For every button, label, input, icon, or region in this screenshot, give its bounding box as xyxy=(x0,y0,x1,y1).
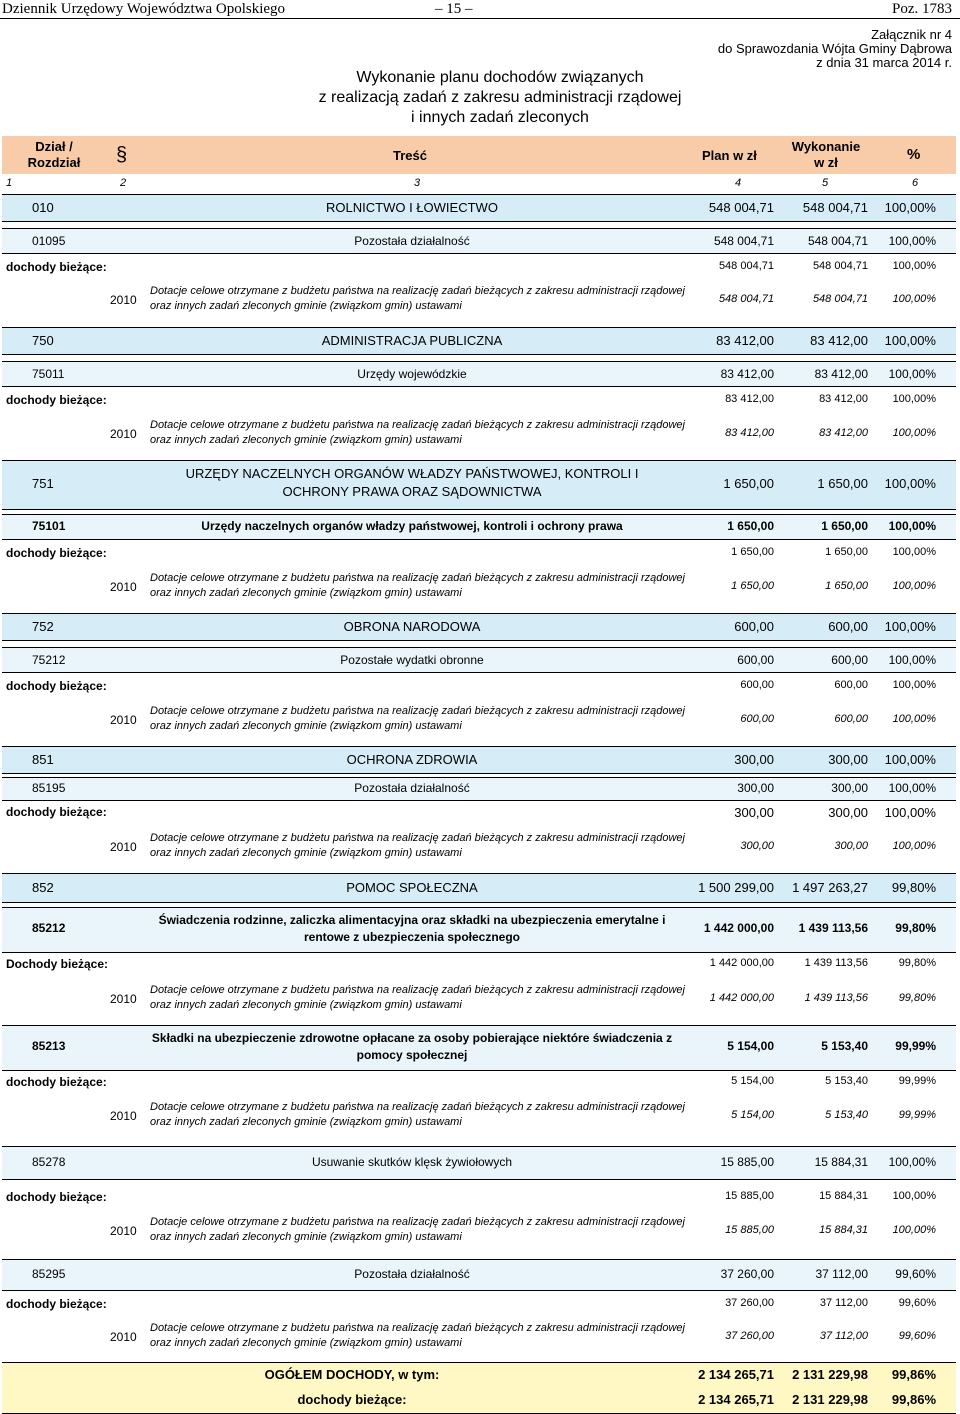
col-number: 1 xyxy=(6,177,13,189)
plan-value: 83 412,00 xyxy=(725,393,774,405)
plan-value: 83 412,00 xyxy=(716,333,774,348)
chapter-name: Pozostała działalność xyxy=(354,234,470,248)
exec-value: 83 412,00 xyxy=(819,427,868,439)
plan-value: 15 885,00 xyxy=(725,1224,774,1236)
pct-value: 99,60% xyxy=(898,1297,936,1309)
plan-value: 1 650,00 xyxy=(727,519,774,533)
exec-value: 1 650,00 xyxy=(817,476,868,491)
pct-value: 100,00% xyxy=(884,476,936,491)
paragraph-desc xyxy=(150,571,690,601)
column-numbers xyxy=(2,176,956,192)
chapter-name: Pozostała działalność xyxy=(354,1267,470,1281)
header-tresc: Treść xyxy=(393,148,427,163)
chapter-name: Pozostałe wydatki obronne xyxy=(340,653,484,667)
exec-value: 1 439 113,56 xyxy=(798,921,868,935)
exec-value: 15 884,31 xyxy=(814,1155,868,1169)
exec-value: 600,00 xyxy=(828,619,868,634)
plan-value: 1 650,00 xyxy=(731,580,774,592)
title-line: i innych zadań zleconych xyxy=(411,109,589,126)
pct-value: 100,00% xyxy=(892,1224,936,1236)
col-number: 2 xyxy=(120,177,127,189)
desc-line: Dotacje celowe otrzymane z budżetu państwa na realizację zadań bieżących z zakresu administracji rządowej xyxy=(150,1216,685,1228)
exec-value: 2 131 229,98 xyxy=(792,1392,868,1407)
exec-value: 15 884,31 xyxy=(819,1190,868,1202)
chapter-code: 85278 xyxy=(32,1155,66,1169)
desc-line: oraz innych zadań zleconych gminie (związkom gmin) ustawami xyxy=(150,1231,462,1243)
chapter-code: 75011 xyxy=(32,367,65,381)
paragraph-code: 2010 xyxy=(110,1330,137,1344)
desc-line: Dotacje celowe otrzymane z budżetu państwa na realizację zadań bieżących z zakresu administracji rządowej xyxy=(150,285,685,297)
pct-value: 99,80% xyxy=(891,880,936,895)
annex-line: do Sprawozdania Wójta Gminy Dąbrowa xyxy=(717,41,952,56)
exec-value: 5 153,40 xyxy=(821,1039,868,1053)
exec-value: 1 650,00 xyxy=(825,580,868,592)
paragraph-code: 2010 xyxy=(110,840,137,854)
paragraph-desc xyxy=(150,418,690,448)
plan-value: 600,00 xyxy=(740,679,774,691)
exec-value: 1 439 113,56 xyxy=(804,992,868,1004)
paragraph-desc xyxy=(150,704,690,734)
desc-line: Dotacje celowe otrzymane z budżetu państwa na realizację zadań bieżących z zakresu administracji rządowej xyxy=(150,984,685,996)
exec-value: 300,00 xyxy=(834,840,868,852)
current-income-label: dochody bieżące: xyxy=(6,1297,107,1311)
paragraph-desc xyxy=(150,1321,690,1351)
paragraph-desc xyxy=(150,284,690,314)
current-income-label: dochody bieżące: xyxy=(6,1075,107,1089)
chapter-name-line: Składki na ubezpieczenie zdrowotne opłacane za osoby pobierające niektóre świadczenia z xyxy=(151,1031,673,1045)
exec-value: 1 497 263,27 xyxy=(792,880,868,895)
chapter-name-line: Świadczenia rodzinne, zaliczka alimentacyjna oraz składki na ubezpieczenia emerytalne i xyxy=(158,913,666,927)
plan-value: 5 154,00 xyxy=(731,1075,774,1087)
exec-value: 83 412,00 xyxy=(814,367,868,381)
section-name xyxy=(142,465,682,501)
section-code: 010 xyxy=(32,200,54,215)
exec-value: 1 439 113,56 xyxy=(804,957,868,969)
section-code: 750 xyxy=(32,333,54,348)
plan-value: 1 650,00 xyxy=(731,546,774,558)
header-dzial-line: Rozdział xyxy=(27,155,81,170)
pct-value: 100,00% xyxy=(884,805,936,820)
desc-line: Dotacje celowe otrzymane z budżetu państwa na realizację zadań bieżących z zakresu administracji rządowej xyxy=(150,832,685,844)
desc-line: Dotacje celowe otrzymane z budżetu państwa na realizację zadań bieżących z zakresu administracji rządowej xyxy=(150,1101,685,1113)
pct-value: 100,00% xyxy=(888,653,936,667)
exec-value: 300,00 xyxy=(828,805,868,820)
pct-value: 99,60% xyxy=(895,1267,936,1281)
exec-value: 37 112,00 xyxy=(815,1267,868,1281)
chapter-code: 85213 xyxy=(32,1039,66,1053)
annex-line: z dnia 31 marca 2014 r. xyxy=(816,55,952,70)
journal-name: Dziennik Urzędowy Województwa Opolskiego xyxy=(2,1,286,17)
pct-value: 99,99% xyxy=(898,1109,936,1121)
exec-value: 2 131 229,98 xyxy=(792,1367,868,1382)
header-percent: % xyxy=(907,146,921,163)
pct-value: 99,80% xyxy=(898,957,936,969)
exec-value: 300,00 xyxy=(831,781,868,795)
chapter-name-line: pomocy społecznej xyxy=(356,1048,468,1062)
plan-value: 1 442 000,00 xyxy=(709,957,774,969)
exec-value: 600,00 xyxy=(834,679,868,691)
section-name: ADMINISTRACJA PUBLICZNA xyxy=(321,333,503,348)
header-wykonanie xyxy=(790,139,862,171)
plan-value: 37 260,00 xyxy=(725,1330,774,1342)
pct-value: 100,00% xyxy=(892,713,936,725)
page-number: – 15 – xyxy=(435,1,473,17)
plan-value: 37 260,00 xyxy=(725,1297,774,1309)
section-code: 751 xyxy=(32,476,54,491)
chapter-name: Urzędy naczelnych organów władzy państwowej, kontroli i ochrony prawa xyxy=(201,519,623,533)
plan-value: 300,00 xyxy=(737,781,774,795)
pct-value: 100,00% xyxy=(888,519,936,533)
section-code: 851 xyxy=(32,752,54,767)
pct-value: 99,80% xyxy=(898,992,936,1004)
exec-value: 548 004,71 xyxy=(812,293,868,305)
exec-value: 37 112,00 xyxy=(819,1297,868,1309)
exec-value: 600,00 xyxy=(831,653,868,667)
exec-value: 548 004,71 xyxy=(802,200,868,215)
plan-value: 2 134 265,71 xyxy=(698,1367,774,1382)
chapter-name xyxy=(142,1030,682,1064)
paragraph-code: 2010 xyxy=(110,1109,137,1123)
desc-line: oraz innych zadań zleconych gminie (związkom gmin) ustawami xyxy=(150,720,462,732)
plan-value: 15 885,00 xyxy=(720,1155,774,1169)
paragraph-desc xyxy=(150,831,690,861)
current-income-label: dochody bieżące: xyxy=(6,805,107,819)
plan-value: 1 650,00 xyxy=(723,476,774,491)
plan-value: 548 004,71 xyxy=(718,260,774,272)
pct-value: 100,00% xyxy=(892,393,936,405)
section-name-line: URZĘDY NACZELNYCH ORGANÓW WŁADZY PAŃSTWOWEJ, KONTROLI I xyxy=(185,466,639,481)
exec-value: 15 884,31 xyxy=(819,1224,868,1236)
desc-line: oraz innych zadań zleconych gminie (związkom gmin) ustawami xyxy=(150,999,462,1011)
title-line: Wykonanie planu dochodów związanych xyxy=(356,69,644,86)
desc-line: oraz innych zadań zleconych gminie (związkom gmin) ustawami xyxy=(150,300,462,312)
section-code: 852 xyxy=(32,880,54,895)
title-line: z realizacją zadań z zakresu administracji rządowej xyxy=(318,89,682,106)
col-number: 3 xyxy=(414,177,421,189)
header-paragraph: § xyxy=(116,144,128,166)
pct-value: 99,86% xyxy=(891,1367,936,1382)
pct-value: 100,00% xyxy=(888,1155,936,1169)
header-dzial xyxy=(2,139,106,171)
pct-value: 100,00% xyxy=(892,293,936,305)
annex-line: Załącznik nr 4 xyxy=(871,27,952,42)
pct-value: 100,00% xyxy=(892,546,936,558)
pct-value: 100,00% xyxy=(892,580,936,592)
pct-value: 99,99% xyxy=(895,1039,936,1053)
section-name: OBRONA NARODOWA xyxy=(343,619,481,634)
exec-value: 1 650,00 xyxy=(821,519,868,533)
chapter-name-line: rentowe z ubezpieczenia społecznego xyxy=(303,930,521,944)
table-header xyxy=(2,136,956,174)
pct-value: 100,00% xyxy=(884,752,936,767)
plan-value: 1 442 000,00 xyxy=(703,921,774,935)
exec-value: 83 412,00 xyxy=(810,333,868,348)
plan-value: 548 004,71 xyxy=(713,234,774,248)
exec-value: 83 412,00 xyxy=(819,393,868,405)
plan-value: 2 134 265,71 xyxy=(698,1392,774,1407)
desc-line: oraz innych zadań zleconych gminie (związkom gmin) ustawami xyxy=(150,1116,462,1128)
pct-value: 99,99% xyxy=(898,1075,936,1087)
paragraph-code: 2010 xyxy=(110,427,137,441)
exec-value: 5 153,40 xyxy=(825,1109,868,1121)
document-title xyxy=(250,68,750,128)
plan-value: 5 154,00 xyxy=(727,1039,774,1053)
col-number: 5 xyxy=(822,177,829,189)
section-name: ROLNICTWO I ŁOWIECTWO xyxy=(326,200,498,215)
desc-line: Dotacje celowe otrzymane z budżetu państwa na realizację zadań bieżących z zakresu administracji rządowej xyxy=(150,705,685,717)
current-income-label: dochody bieżące: xyxy=(6,393,107,407)
plan-value: 548 004,71 xyxy=(718,293,774,305)
current-income-label: dochody bieżące: xyxy=(6,679,107,693)
chapter-code: 85195 xyxy=(32,781,66,795)
plan-value: 300,00 xyxy=(734,752,774,767)
desc-line: oraz innych zadań zleconych gminie (związkom gmin) ustawami xyxy=(150,434,462,446)
section-code: 752 xyxy=(32,619,54,634)
header-plan: Plan w zł xyxy=(702,148,757,163)
paragraph-code: 2010 xyxy=(110,580,137,594)
paragraph-desc xyxy=(150,1100,690,1130)
chapter-name: Urzędy wojewódzkie xyxy=(357,367,467,381)
exec-value: 600,00 xyxy=(834,713,868,725)
journal-header xyxy=(0,0,960,18)
current-income-label: dochody bieżące: xyxy=(6,260,107,274)
current-income-label: dochody bieżące: xyxy=(6,546,107,560)
chapter-name xyxy=(142,912,682,946)
pct-value: 100,00% xyxy=(892,260,936,272)
exec-value: 37 112,00 xyxy=(819,1330,868,1342)
desc-line: Dotacje celowe otrzymane z budżetu państwa na realizację zadań bieżących z zakresu administracji rządowej xyxy=(150,1322,685,1334)
pct-value: 100,00% xyxy=(888,234,936,248)
exec-value: 548 004,71 xyxy=(807,234,868,248)
pct-value: 99,80% xyxy=(895,921,936,935)
header-wyk-line: w zł xyxy=(814,155,838,170)
plan-value: 15 885,00 xyxy=(725,1190,774,1202)
plan-value: 600,00 xyxy=(737,653,774,667)
pct-value: 100,00% xyxy=(888,367,936,381)
pct-value: 100,00% xyxy=(892,679,936,691)
plan-value: 300,00 xyxy=(734,805,774,820)
chapter-name: Pozostała działalność xyxy=(354,781,470,795)
exec-value: 548 004,71 xyxy=(812,260,868,272)
desc-line: Dotacje celowe otrzymane z budżetu państwa na realizację zadań bieżących z zakresu administracji rządowej xyxy=(150,572,685,584)
pct-value: 100,00% xyxy=(892,427,936,439)
section-name-line: OCHRONY PRAWA ORAZ SĄDOWNICTWA xyxy=(282,484,542,499)
paragraph-code: 2010 xyxy=(110,293,137,307)
pct-value: 100,00% xyxy=(892,840,936,852)
header-rule xyxy=(0,18,960,19)
pct-value: 99,60% xyxy=(898,1330,936,1342)
plan-value: 1 500 299,00 xyxy=(698,880,774,895)
plan-value: 83 412,00 xyxy=(720,367,774,381)
paragraph-desc xyxy=(150,1215,690,1245)
paragraph-code: 2010 xyxy=(110,992,137,1006)
pct-value: 99,86% xyxy=(891,1392,936,1407)
plan-value: 548 004,71 xyxy=(708,200,774,215)
desc-line: oraz innych zadań zleconych gminie (związkom gmin) ustawami xyxy=(150,587,462,599)
annex-note xyxy=(718,28,952,70)
plan-value: 37 260,00 xyxy=(720,1267,774,1281)
col-number: 4 xyxy=(735,177,742,189)
plan-value: 83 412,00 xyxy=(725,427,774,439)
header-wyk-line: Wykonanie xyxy=(791,139,861,154)
section-name: POMOC SPOŁECZNA xyxy=(346,880,478,895)
grand-total-current-label: dochody bieżące: xyxy=(297,1392,407,1407)
desc-line: Dotacje celowe otrzymane z budżetu państwa na realizację zadań bieżących z zakresu administracji rządowej xyxy=(150,419,685,431)
header-dzial-line: Dział / xyxy=(35,139,73,154)
exec-value: 5 153,40 xyxy=(825,1075,868,1087)
plan-value: 600,00 xyxy=(740,713,774,725)
paragraph-desc xyxy=(150,983,690,1013)
chapter-code: 75101 xyxy=(32,519,66,533)
chapter-code: 85295 xyxy=(32,1267,66,1281)
pct-value: 100,00% xyxy=(884,333,936,348)
position-number: Poz. 1783 xyxy=(892,1,952,17)
pct-value: 100,00% xyxy=(888,781,936,795)
chapter-code: 75212 xyxy=(32,653,66,667)
plan-value: 5 154,00 xyxy=(731,1109,774,1121)
plan-value: 600,00 xyxy=(734,619,774,634)
chapter-code: 85212 xyxy=(32,921,66,935)
desc-line: oraz innych zadań zleconych gminie (związkom gmin) ustawami xyxy=(150,1337,462,1349)
paragraph-code: 2010 xyxy=(110,713,137,727)
exec-value: 1 650,00 xyxy=(825,546,868,558)
paragraph-code: 2010 xyxy=(110,1224,137,1238)
current-income-label: Dochody bieżące: xyxy=(6,957,109,971)
chapter-name: Usuwanie skutków klęsk żywiołowych xyxy=(311,1155,513,1169)
pct-value: 100,00% xyxy=(892,1190,936,1202)
exec-value: 300,00 xyxy=(828,752,868,767)
pct-value: 100,00% xyxy=(884,200,936,215)
current-income-label: dochody bieżące: xyxy=(6,1190,107,1204)
grand-total-label: OGÓŁEM DOCHODY, w tym: xyxy=(264,1367,440,1382)
pct-value: 100,00% xyxy=(884,619,936,634)
plan-value: 1 442 000,00 xyxy=(709,992,774,1004)
chapter-code: 01095 xyxy=(32,234,66,248)
col-number: 6 xyxy=(912,177,919,189)
plan-value: 300,00 xyxy=(740,840,774,852)
section-name: OCHRONA ZDROWIA xyxy=(346,752,478,767)
desc-line: oraz innych zadań zleconych gminie (związkom gmin) ustawami xyxy=(150,847,462,859)
